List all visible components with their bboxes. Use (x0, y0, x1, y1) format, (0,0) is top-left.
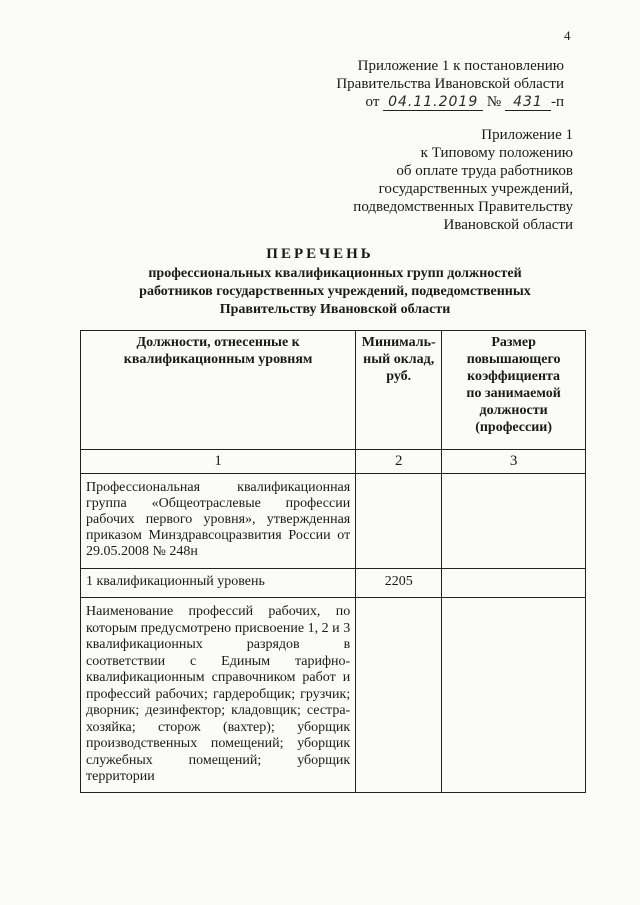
table-row (81, 569, 586, 598)
header-coef-line3: коэффициента (467, 369, 561, 384)
header-coef-line5: должности (479, 403, 548, 418)
appendix-sub-line5: подведомственных Правительству (353, 199, 573, 215)
table-row (81, 598, 586, 793)
table-row (81, 474, 586, 569)
row-group-salary (356, 474, 442, 569)
header-positions-line1: Должности, отнесенные к (136, 335, 300, 350)
row-group-description: Профессиональная квалификационная группа «Общеотраслевые профессии рабочих первого уровня», утвержденная приказом Минздравсоцразвития России от 29.05.2008 № 248н (81, 474, 356, 569)
row-level-coefficient (442, 569, 586, 598)
header-salary-line1: Минималь- (361, 335, 436, 350)
appendix-sub-line2: к Типовому положению (420, 145, 573, 161)
subtitle-line3: Правительству Ивановской области (219, 302, 451, 317)
document-subtitle (110, 265, 560, 319)
appendix-sub-line4: государственных учреждений, (378, 181, 573, 197)
header-positions (81, 331, 356, 450)
appendix-main-line2: Правительства Ивановской области (336, 76, 564, 92)
header-coefficient (442, 331, 586, 450)
column-number-row (81, 450, 586, 474)
row-group-coefficient (442, 474, 586, 569)
number-sign: № (486, 94, 502, 110)
column-number-3: 3 (442, 450, 586, 474)
header-coef-line1: Размер (491, 335, 536, 350)
handwritten-date: 04.11.2019 (383, 95, 483, 111)
handwritten-number: 431 (505, 95, 551, 111)
header-positions-line2: квалификационным уровням (123, 352, 313, 367)
table-header-row (81, 331, 586, 450)
row-professions-salary (356, 598, 442, 793)
header-coef-line4: по занимаемой (466, 386, 561, 401)
appendix-main-block (304, 57, 564, 111)
from-label: от (365, 94, 380, 110)
row-level-name: 1 квалификационный уровень (81, 569, 356, 598)
header-coef-line6: (профессии) (475, 420, 552, 435)
row-professions-list: Наименование профессий рабочих, по которым предусмотрено присвоение 1, 2 и 3 квалификационных разрядов в соответствии с Единым тарифно-квалификационным справочником работ и профессий рабочих; гардеробщик; грузчик; дворник; дезинфектор; кладовщик; сестра-хозяйка; сторож (вахтер); уборщик производственных помещений; уборщик служебных помещений; уборщик территории (81, 598, 356, 793)
column-number-1: 1 (81, 450, 356, 474)
appendix-sub-line6: Ивановской области (443, 217, 573, 233)
subtitle-line2: работников государственных учреждений, подведомственных (139, 284, 531, 299)
header-salary-line3: руб. (386, 369, 412, 384)
row-professions-coefficient (442, 598, 586, 793)
header-min-salary (356, 331, 442, 450)
qualification-groups-table (80, 330, 586, 793)
appendix-main-line1: Приложение 1 к постановлению (357, 58, 564, 74)
row-level-salary: 2205 (356, 569, 442, 598)
page-number: 4 (564, 28, 571, 43)
appendix-sub-block (273, 126, 573, 234)
column-number-2: 2 (356, 450, 442, 474)
appendix-sub-line1: Приложение 1 (481, 127, 573, 143)
appendix-main-date-line (304, 93, 564, 111)
subtitle-line1: профессиональных квалификационных групп должностей (148, 266, 522, 281)
header-salary-line2: ный оклад, (363, 352, 435, 367)
number-suffix: -п (550, 94, 564, 110)
document-title: ПЕРЕЧЕНЬ (266, 246, 374, 262)
header-coef-line2: повышающего (466, 352, 561, 367)
appendix-sub-line3: об оплате труда работников (396, 163, 573, 179)
